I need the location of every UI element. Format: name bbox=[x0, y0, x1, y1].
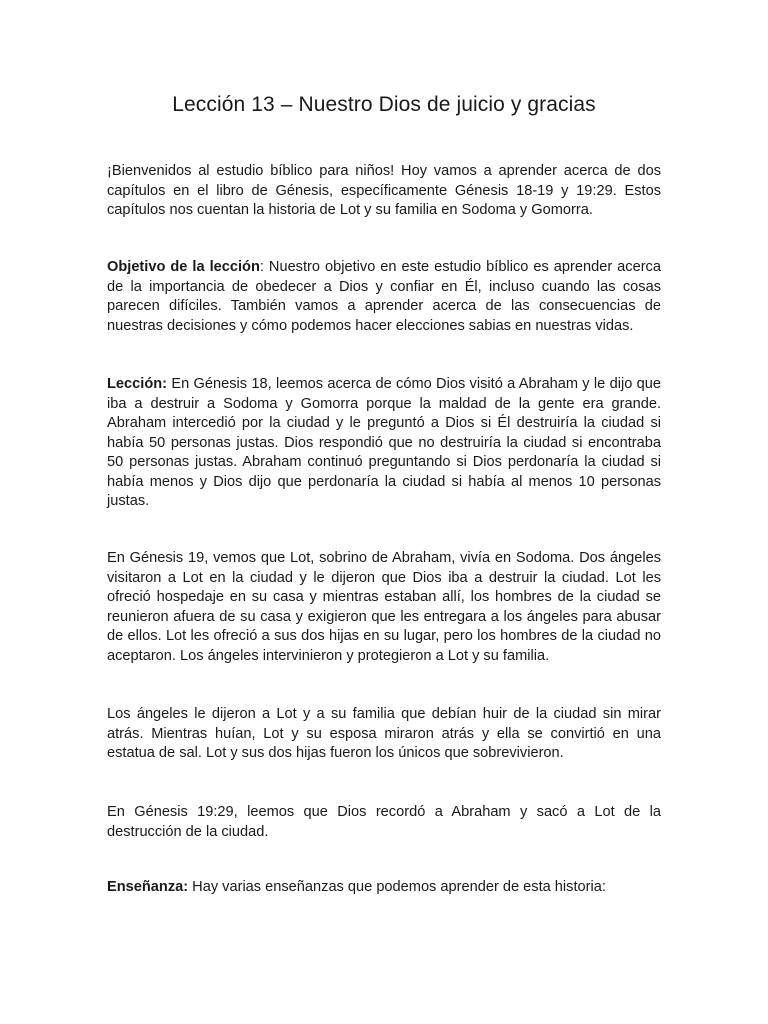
intro-paragraph: ¡Bienvenidos al estudio bíblico para niños! Hoy vamos a aprender acerca de dos capítulos en el libro de Génesis, específicamente Génesis 18-19 y 19:29. Estos capítulos nos cuentan la historia de Lot y su familia en Sodoma y Gomorra. bbox=[107, 163, 661, 218]
objective-label: Objetivo de la lección bbox=[107, 259, 260, 275]
teaching-text: Hay varias enseñanzas que podemos aprender de esta historia: bbox=[188, 879, 606, 895]
lesson-title: Lección 13 – Nuestro Dios de juicio y gracias bbox=[172, 93, 596, 116]
genesis-19-paragraph: En Génesis 19, vemos que Lot, sobrino de Abraham, vivía en Sodoma. Dos ángeles visitaron a Lot en la ciudad y le dijeron que Dios iba a destruir la ciudad. Lot les ofreció hospedaje en su casa y mientras estaban allí, los hombres de la ciudad se reunieron afuera de su casa y exigieron que les entregara a los ángeles para abusar de ellos. Lot les ofreció a sus dos hijas en su lugar, pero los hombres de la ciudad no aceptaron. Los ángeles intervinieron y protegieron a Lot y su familia. bbox=[107, 550, 661, 664]
lesson-text: En Génesis 18, leemos acerca de cómo Dios visitó a Abraham y le dijo que iba a destruir a Sodoma y Gomorra porque la maldad de la gente era grande. Abraham intercedió por la ciudad y le preguntó a Dios si Él destruiría la ciudad si había 50 personas justas. Dios respondió que no destruiría la ciudad si encontraba 50 personas justas. Abraham continuó preguntando si Dios perdonaría la ciudad si había menos y Dios dijo que perdonaría la ciudad si había al menos 10 personas justas. bbox=[107, 376, 661, 509]
teaching-label: Enseñanza: bbox=[107, 879, 189, 895]
objective-paragraph bbox=[107, 258, 661, 336]
lesson-paragraph bbox=[107, 375, 661, 512]
angels-paragraph: Los ángeles le dijeron a Lot y a su familia que debían huir de la ciudad sin mirar atrás. Mientras huían, Lot y su esposa miraron atrás y ella se convirtió en una estatua de sal. Lot y sus dos hijas fueron los únicos que sobrevivieron. bbox=[107, 706, 661, 761]
teaching-paragraph bbox=[107, 878, 661, 898]
objective-text: : Nuestro objetivo en este estudio bíblico es aprender acerca de la importancia de obedecer a Dios y confiar en Él, incluso cuando las cosas parecen difíciles. También vamos a aprender acerca de las consecuencias de nuestras decisiones y cómo podemos hacer elecciones sabias en nuestras vidas. bbox=[107, 259, 661, 334]
lesson-label: Lección: bbox=[107, 376, 168, 392]
genesis-19-29-paragraph: En Génesis 19:29, leemos que Dios recordó a Abraham y sacó a Lot de la destrucción de la ciudad. bbox=[107, 804, 661, 840]
